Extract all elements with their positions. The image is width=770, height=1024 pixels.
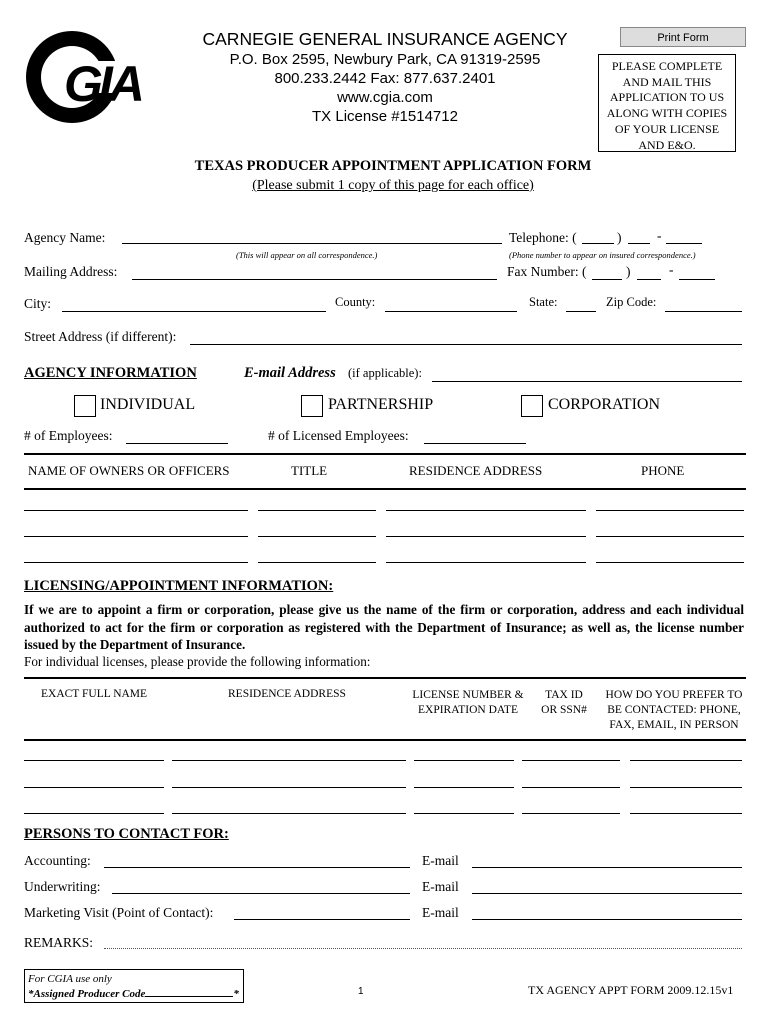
notice-line: OF YOUR LICENSE xyxy=(614,121,720,136)
fax-label: Fax Number: ( xyxy=(507,264,587,279)
contacts-heading: PERSONS TO CONTACT FOR: xyxy=(24,826,229,842)
owners-table-header-rule xyxy=(24,488,746,490)
street-address-label: Street Address (if different): xyxy=(24,329,177,344)
license-name-field[interactable] xyxy=(24,787,164,788)
producer-code-field[interactable] xyxy=(145,986,233,997)
print-form-label: Print Form xyxy=(657,32,709,44)
owners-header-name: NAME OF OWNERS OR OFFICERS xyxy=(28,463,230,478)
employees-label: # of Employees: xyxy=(24,428,113,443)
agency-website: www.cgia.com xyxy=(337,89,433,106)
license-col-taxid-l2: OR SSN# xyxy=(541,704,587,716)
email-address-label: E-mail Address xyxy=(244,365,336,381)
license-col-taxid xyxy=(532,688,596,718)
owner-address-field[interactable] xyxy=(386,536,586,537)
telephone-area-field[interactable] xyxy=(582,243,614,244)
fax-prefix-field[interactable] xyxy=(637,279,661,280)
accounting-email-field[interactable] xyxy=(472,867,742,868)
owners-header-address: RESIDENCE ADDRESS xyxy=(409,463,543,478)
accounting-field[interactable] xyxy=(104,867,410,868)
licensed-employees-label: # of Licensed Employees: xyxy=(268,428,409,443)
corporation-label: CORPORATION xyxy=(548,396,661,413)
phone-note: (Phone number to appear on insured correspondence.) xyxy=(509,250,696,260)
owner-title-field[interactable] xyxy=(258,510,376,511)
state-label: State: xyxy=(529,295,558,309)
license-col-contact xyxy=(602,688,746,733)
license-col-contact-l3: FAX, EMAIL, IN PERSON xyxy=(609,719,739,731)
notice-box xyxy=(598,54,736,152)
county-label: County: xyxy=(335,295,376,309)
underwriting-field[interactable] xyxy=(112,893,410,894)
agency-name: CARNEGIE GENERAL INSURANCE AGENCY xyxy=(202,29,568,49)
form-title: TEXAS PRODUCER APPOINTMENT APPLICATION FORM xyxy=(194,158,592,174)
owner-address-field[interactable] xyxy=(386,510,586,511)
underwriting-email-field[interactable] xyxy=(472,893,742,894)
license-contact-field[interactable] xyxy=(630,787,742,788)
agency-information-heading: AGENCY INFORMATION xyxy=(24,365,197,381)
individual-label: INDIVIDUAL xyxy=(100,396,196,413)
license-col-contact-l1: HOW DO YOU PREFER TO xyxy=(605,689,743,701)
licensed-employees-field[interactable] xyxy=(424,443,526,444)
mailing-address-field[interactable] xyxy=(132,279,497,280)
page-number: 1 xyxy=(358,986,364,997)
license-number-field[interactable] xyxy=(414,813,514,814)
zip-code-label: Zip Code: xyxy=(606,295,657,309)
underwriting-label: Underwriting: xyxy=(24,879,101,894)
agency-name-label: Agency Name: xyxy=(24,230,106,245)
license-col-number xyxy=(404,688,532,718)
owner-phone-field[interactable] xyxy=(596,562,744,563)
telephone-dash: - xyxy=(657,228,662,243)
cgia-use-label: For CGIA use only xyxy=(28,973,112,985)
license-name-field[interactable] xyxy=(24,813,164,814)
owner-phone-field[interactable] xyxy=(596,536,744,537)
agency-license: TX License #1514712 xyxy=(312,108,458,125)
notice-line: APPLICATION TO US xyxy=(609,90,725,105)
telephone-close: ) xyxy=(617,230,622,245)
email-address-field[interactable] xyxy=(432,381,742,382)
owners-table-top-rule xyxy=(24,453,746,455)
owners-header-phone: PHONE xyxy=(641,463,685,478)
license-contact-field[interactable] xyxy=(630,760,742,761)
license-taxid-field[interactable] xyxy=(522,787,620,788)
agency-phone-fax: 800.233.2442 Fax: 877.637.2401 xyxy=(274,70,496,87)
license-contact-field[interactable] xyxy=(630,813,742,814)
individual-checkbox[interactable] xyxy=(74,395,96,417)
owner-name-field[interactable] xyxy=(24,562,248,563)
owner-title-field[interactable] xyxy=(258,562,376,563)
telephone-prefix-field[interactable] xyxy=(628,243,650,244)
license-taxid-field[interactable] xyxy=(522,813,620,814)
licensing-paragraph: If we are to appoint a firm or corporation, please give us the name of the firm or corporation, address and each individual authorized to act for the firm or corporation as registered with the Department of Insurance; as well as, the license number issued by the Department of Insurance. xyxy=(24,602,744,652)
license-name-field[interactable] xyxy=(24,760,164,761)
license-col-taxid-l1: TAX ID xyxy=(545,689,583,701)
owners-header-title: TITLE xyxy=(291,463,328,478)
license-address-field[interactable] xyxy=(172,760,406,761)
marketing-visit-label: Marketing Visit (Point of Contact): xyxy=(24,905,214,920)
producer-code-row xyxy=(28,986,243,1001)
form-subtitle: (Please submit 1 copy of this page for each office) xyxy=(252,178,534,193)
fax-dash: - xyxy=(669,262,674,277)
owner-name-field[interactable] xyxy=(24,536,248,537)
license-col-number-l2: EXPIRATION DATE xyxy=(418,704,518,716)
accounting-label: Accounting: xyxy=(24,853,91,868)
state-field[interactable] xyxy=(566,311,596,312)
license-number-field[interactable] xyxy=(414,760,514,761)
email-address-note: (if applicable): xyxy=(348,366,422,380)
remarks-label: REMARKS: xyxy=(24,935,94,950)
owner-address-field[interactable] xyxy=(386,562,586,563)
city-label: City: xyxy=(24,296,52,311)
partnership-checkbox[interactable] xyxy=(301,395,323,417)
fax-area-field[interactable] xyxy=(592,279,622,280)
marketing-email-field[interactable] xyxy=(472,919,742,920)
street-address-field[interactable] xyxy=(190,344,742,345)
fax-number-field[interactable] xyxy=(679,279,715,280)
agency-name-field[interactable] xyxy=(122,243,502,244)
city-field[interactable] xyxy=(62,311,326,312)
license-address-field[interactable] xyxy=(172,787,406,788)
form-id: TX AGENCY APPT FORM 2009.12.15v1 xyxy=(528,983,734,997)
remarks-field[interactable] xyxy=(104,948,742,949)
license-col-number-l1: LICENSE NUMBER & xyxy=(412,689,524,701)
accounting-email-label: E-mail xyxy=(422,853,459,868)
producer-code-label: *Assigned Producer Code xyxy=(28,988,146,1000)
agency-address: P.O. Box 2595, Newbury Park, CA 91319-2595 xyxy=(229,51,541,68)
print-form-button[interactable] xyxy=(620,27,746,47)
notice-line: AND E&O. xyxy=(638,137,696,152)
license-address-field[interactable] xyxy=(172,813,406,814)
license-col-address: RESIDENCE ADDRESS xyxy=(228,688,346,700)
license-number-field[interactable] xyxy=(414,787,514,788)
partnership-label: PARTNERSHIP xyxy=(328,396,434,413)
marketing-email-label: E-mail xyxy=(422,905,459,920)
mailing-address-label: Mailing Address: xyxy=(24,264,118,279)
license-col-contact-l2: BE CONTACTED: PHONE, xyxy=(607,704,741,716)
notice-line: AND MAIL THIS xyxy=(622,74,712,89)
notice-line: ALONG WITH COPIES xyxy=(606,106,728,121)
marketing-visit-field[interactable] xyxy=(234,919,410,920)
licensing-heading: LICENSING/APPOINTMENT INFORMATION: xyxy=(24,578,334,594)
corporation-checkbox[interactable] xyxy=(521,395,543,417)
agency-name-note: (This will appear on all correspondence.) xyxy=(236,250,378,260)
license-table-top-rule xyxy=(24,677,746,679)
logo-text: GIA xyxy=(64,56,141,112)
cgia-use-box xyxy=(24,969,244,1003)
owner-phone-field[interactable] xyxy=(596,510,744,511)
fax-close: ) xyxy=(626,264,631,279)
owner-title-field[interactable] xyxy=(258,536,376,537)
underwriting-email-label: E-mail xyxy=(422,879,459,894)
license-col-name: EXACT FULL NAME xyxy=(41,688,148,700)
producer-code-suffix: * xyxy=(233,988,239,1000)
license-table-header-rule xyxy=(24,739,746,741)
telephone-number-field[interactable] xyxy=(666,243,702,244)
owner-name-field[interactable] xyxy=(24,510,248,511)
county-field[interactable] xyxy=(385,311,517,312)
notice-line: PLEASE COMPLETE xyxy=(611,59,723,73)
zip-code-field[interactable] xyxy=(665,311,742,312)
cgia-logo xyxy=(24,27,152,127)
individual-licenses-note: For individual licenses, please provide the following information: xyxy=(24,654,371,669)
employees-field[interactable] xyxy=(126,443,228,444)
agency-header xyxy=(180,29,590,126)
telephone-label: Telephone: ( xyxy=(509,230,577,245)
license-taxid-field[interactable] xyxy=(522,760,620,761)
